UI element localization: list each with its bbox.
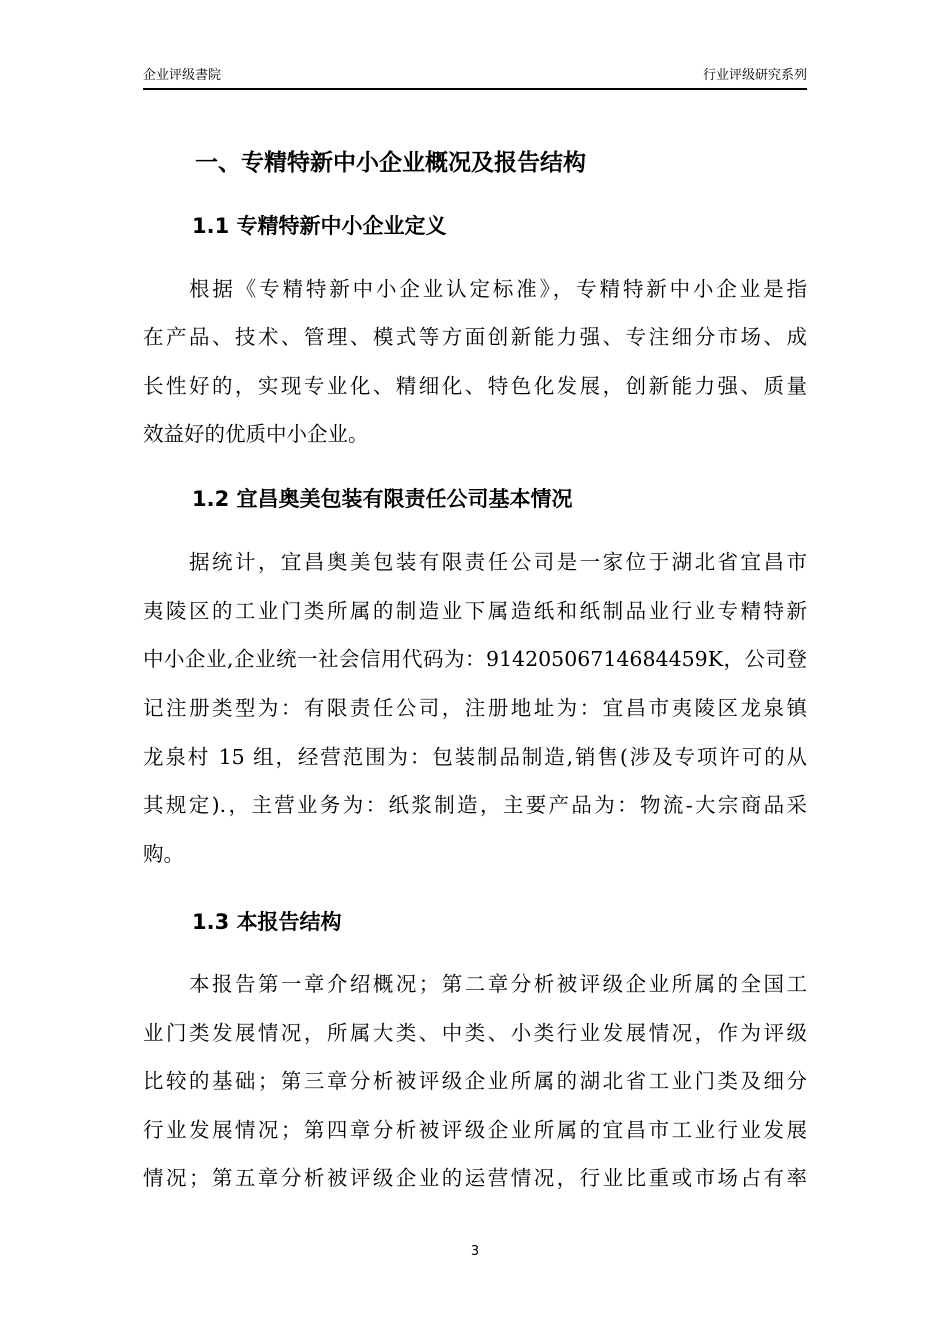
section-title-1-2: 1.2 宜昌奥美包装有限责任公司基本情况 [192, 487, 573, 511]
paragraph-line: 业门类发展情况，所属大类、中类、小类行业发展情况，作为评级 [143, 1021, 807, 1045]
paragraph-line: 长性好的，实现专业化、精细化、特色化发展，创新能力强、质量 [143, 374, 807, 398]
paragraph-line: 夷陵区的工业门类所属的制造业下属造纸和纸制品业行业专精特新 [143, 599, 807, 623]
page-header [143, 66, 807, 90]
section-title-1-1: 1.1 专精特新中小企业定义 [192, 214, 447, 238]
paragraph-line: 根据《专精特新中小企业认定标准》，专精特新中小企业是指 [189, 277, 807, 301]
paragraph-line: 比较的基础；第三章分析被评级企业所属的湖北省工业门类及细分 [143, 1069, 807, 1093]
paragraph-line: 效益好的优质中小企业。 [143, 422, 369, 446]
paragraph-line: 其规定).，主营业务为：纸浆制造，主要产品为：物流-大宗商品采 [143, 793, 807, 817]
header-right-text: 行业评级研究系列 [702, 68, 807, 83]
page-number: 3 [470, 1244, 480, 1259]
paragraph-line: 据统计，宜昌奥美包装有限责任公司是一家位于湖北省宜昌市 [189, 550, 807, 574]
section-title-1-3: 1.3 本报告结构 [192, 910, 342, 934]
header-left-text: 企业评级書院 [143, 68, 222, 83]
paragraph-line: 记注册类型为：有限责任公司，注册地址为：宜昌市夷陵区龙泉镇 [143, 696, 807, 720]
paragraph-line: 本报告第一章介绍概况；第二章分析被评级企业所属的全国工 [189, 972, 807, 996]
chapter-title: 一、专精特新中小企业概况及报告结构 [195, 150, 586, 176]
paragraph-line: 购。 [143, 842, 184, 866]
paragraph-line: 中小企业,企业统一社会信用代码为：91420506714684459K，公司登 [143, 647, 807, 671]
paragraph-line: 龙泉村 15 组，经营范围为：包装制品制造,销售(涉及专项许可的从 [143, 745, 807, 769]
paragraph-line: 情况；第五章分析被评级企业的运营情况，行业比重或市场占有率 [143, 1166, 807, 1190]
paragraph-line: 行业发展情况；第四章分析被评级企业所属的宜昌市工业行业发展 [143, 1118, 807, 1142]
paragraph-line: 在产品、技术、管理、模式等方面创新能力强、专注细分市场、成 [143, 325, 807, 349]
